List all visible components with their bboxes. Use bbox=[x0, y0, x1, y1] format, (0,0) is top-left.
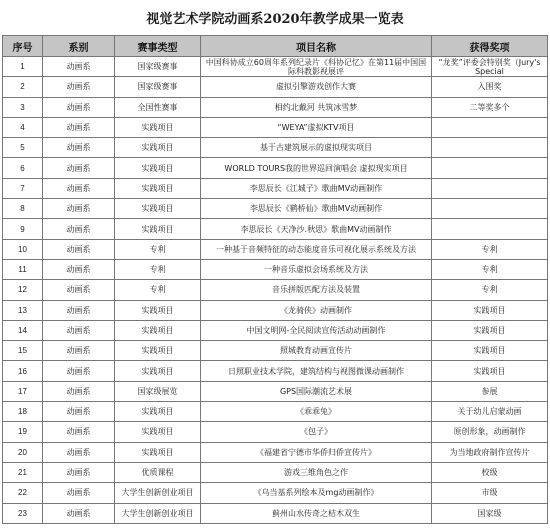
cell-index: 21 bbox=[3, 462, 43, 482]
cell-award: 专利 bbox=[432, 280, 548, 300]
header-department: 系别 bbox=[43, 36, 115, 57]
cell-index: 13 bbox=[3, 300, 43, 320]
cell-index: 2 bbox=[3, 77, 43, 97]
cell-award bbox=[432, 138, 548, 158]
cell-project-name: 中国科协成立60周年系列纪录片《科协记忆》在第11届中国国际科教影视展评 bbox=[201, 57, 432, 77]
cell-project-name: 李思辰长《鹤桥仙》歌曲MV动画制作 bbox=[201, 199, 432, 219]
cell-project-name: 《龙骑侠》动画制作 bbox=[201, 300, 432, 320]
cell-event-type: 优质课程 bbox=[115, 462, 201, 482]
table-row bbox=[3, 300, 548, 320]
document-title: 视觉艺术学院动画系2020年教学成果一览表 bbox=[146, 11, 404, 27]
cell-department: 动画系 bbox=[43, 422, 115, 442]
cell-index: 17 bbox=[3, 381, 43, 401]
table-body bbox=[3, 57, 548, 524]
cell-event-type: 实践项目 bbox=[115, 219, 201, 239]
cell-department: 动画系 bbox=[43, 442, 115, 462]
cell-department: 动画系 bbox=[43, 57, 115, 77]
cell-index: 10 bbox=[3, 239, 43, 259]
header-row bbox=[3, 36, 548, 57]
cell-award bbox=[432, 158, 548, 178]
cell-project-name: 基于古建筑展示的虚拟现实项目 bbox=[201, 138, 432, 158]
header-event-type: 赛事类型 bbox=[115, 36, 201, 57]
cell-index: 8 bbox=[3, 199, 43, 219]
table-row bbox=[3, 259, 548, 279]
cell-index: 5 bbox=[3, 138, 43, 158]
cell-project-name: 游戏三维角色之作 bbox=[201, 462, 432, 482]
cell-event-type: 大学生创新创业项目 bbox=[115, 483, 201, 503]
cell-project-name: WORLD TOURS我的世界巡回演唱会 虚拟现实项目 bbox=[201, 158, 432, 178]
cell-award: 为当地政府制作宣传片 bbox=[432, 442, 548, 462]
cell-project-name: 日照职业技术学院，建筑结构与视图微课动画制作 bbox=[201, 361, 432, 381]
header-project-name: 项目名称 bbox=[201, 36, 432, 57]
table-row bbox=[3, 77, 548, 97]
table-row bbox=[3, 158, 548, 178]
cell-award bbox=[432, 219, 548, 239]
cell-project-name: 《乌当基系列绘本及mg动画制作》 bbox=[201, 483, 432, 503]
cell-project-name: 李思辰长《江城子》歌曲MV动画制作 bbox=[201, 178, 432, 198]
cell-index: 3 bbox=[3, 97, 43, 117]
cell-department: 动画系 bbox=[43, 219, 115, 239]
cell-department: 动画系 bbox=[43, 381, 115, 401]
table-row bbox=[3, 178, 548, 198]
table-row bbox=[3, 117, 548, 137]
cell-department: 动画系 bbox=[43, 483, 115, 503]
table-row bbox=[3, 442, 548, 462]
cell-index: 9 bbox=[3, 219, 43, 239]
table-row bbox=[3, 219, 548, 239]
table-row bbox=[3, 341, 548, 361]
cell-index: 19 bbox=[3, 422, 43, 442]
cell-department: 动画系 bbox=[43, 158, 115, 178]
table-row bbox=[3, 239, 548, 259]
cell-department: 动画系 bbox=[43, 138, 115, 158]
cell-department: 动画系 bbox=[43, 178, 115, 198]
cell-award bbox=[432, 199, 548, 219]
cell-department: 动画系 bbox=[43, 97, 115, 117]
cell-award: 实践项目 bbox=[432, 300, 548, 320]
cell-department: 动画系 bbox=[43, 462, 115, 482]
cell-project-name: 音乐拼版匹配方法及装置 bbox=[201, 280, 432, 300]
cell-index: 16 bbox=[3, 361, 43, 381]
cell-index: 4 bbox=[3, 117, 43, 137]
cell-department: 动画系 bbox=[43, 199, 115, 219]
cell-department: 动画系 bbox=[43, 259, 115, 279]
cell-event-type: 实践项目 bbox=[115, 422, 201, 442]
cell-award: 专利 bbox=[432, 239, 548, 259]
cell-department: 动画系 bbox=[43, 361, 115, 381]
cell-project-name: 一种音乐虚拟会场系统及方法 bbox=[201, 259, 432, 279]
cell-index: 1 bbox=[3, 57, 43, 77]
cell-index: 7 bbox=[3, 178, 43, 198]
cell-index: 23 bbox=[3, 503, 43, 523]
cell-event-type: 大学生创新创业项目 bbox=[115, 503, 201, 523]
table-row bbox=[3, 138, 548, 158]
cell-index: 12 bbox=[3, 280, 43, 300]
cell-award: 国家级 bbox=[432, 503, 548, 523]
cell-event-type: 国家级展览 bbox=[115, 381, 201, 401]
table-row bbox=[3, 483, 548, 503]
cell-event-type: 实践项目 bbox=[115, 178, 201, 198]
cell-index: 15 bbox=[3, 341, 43, 361]
cell-event-type: 实践项目 bbox=[115, 300, 201, 320]
header-award: 获得奖项 bbox=[432, 36, 548, 57]
cell-award: 市级 bbox=[432, 483, 548, 503]
cell-project-name: 蓟州山水传奇之桔木双生 bbox=[201, 503, 432, 523]
results-table bbox=[2, 35, 548, 524]
cell-department: 动画系 bbox=[43, 239, 115, 259]
cell-award: 原创形象，动画制作 bbox=[432, 422, 548, 442]
cell-event-type: 实践项目 bbox=[115, 138, 201, 158]
cell-index: 20 bbox=[3, 442, 43, 462]
cell-award: 关于幼儿启蒙动画 bbox=[432, 402, 548, 422]
table-row bbox=[3, 320, 548, 340]
cell-project-name: 《乖乖兔》 bbox=[201, 402, 432, 422]
header-index: 序号 bbox=[3, 36, 43, 57]
table-row bbox=[3, 361, 548, 381]
table-row bbox=[3, 381, 548, 401]
cell-project-name: 照城教育动画宣传片 bbox=[201, 341, 432, 361]
cell-event-type: 专利 bbox=[115, 259, 201, 279]
cell-project-name: 虚拟引擎游戏创作大赛 bbox=[201, 77, 432, 97]
cell-project-name: 相约北戴河 共筑冰雪梦 bbox=[201, 97, 432, 117]
cell-project-name: 中国文明网-全民阅读宣传活动动画制作 bbox=[201, 320, 432, 340]
cell-department: 动画系 bbox=[43, 503, 115, 523]
cell-project-name: 《福建省宁德市华侨归侨宣传片》 bbox=[201, 442, 432, 462]
cell-index: 6 bbox=[3, 158, 43, 178]
cell-award: 校级 bbox=[432, 462, 548, 482]
cell-department: 动画系 bbox=[43, 300, 115, 320]
table-row bbox=[3, 503, 548, 523]
cell-event-type: 专利 bbox=[115, 239, 201, 259]
table-row bbox=[3, 199, 548, 219]
cell-event-type: 国家级赛事 bbox=[115, 77, 201, 97]
table-row bbox=[3, 402, 548, 422]
table-row bbox=[3, 97, 548, 117]
cell-department: 动画系 bbox=[43, 77, 115, 97]
cell-event-type: 实践项目 bbox=[115, 117, 201, 137]
table-row bbox=[3, 422, 548, 442]
cell-event-type: 国家级赛事 bbox=[115, 57, 201, 77]
table-row bbox=[3, 462, 548, 482]
table-row bbox=[3, 280, 548, 300]
cell-department: 动画系 bbox=[43, 402, 115, 422]
cell-event-type: 实践项目 bbox=[115, 341, 201, 361]
cell-project-name: 一种基于音频特征的动态能度音乐可视化展示系统及方法 bbox=[201, 239, 432, 259]
cell-event-type: 实践项目 bbox=[115, 442, 201, 462]
table-row bbox=[3, 57, 548, 77]
cell-event-type: 实践项目 bbox=[115, 320, 201, 340]
cell-award: 专利 bbox=[432, 259, 548, 279]
cell-award bbox=[432, 178, 548, 198]
cell-event-type: 实践项目 bbox=[115, 158, 201, 178]
cell-award: 实践项目 bbox=[432, 341, 548, 361]
cell-event-type: 全国性赛事 bbox=[115, 97, 201, 117]
cell-award: 入围奖 bbox=[432, 77, 548, 97]
cell-event-type: 实践项目 bbox=[115, 402, 201, 422]
cell-event-type: 专利 bbox=[115, 280, 201, 300]
cell-event-type: 实践项目 bbox=[115, 361, 201, 381]
cell-award: 实践项目 bbox=[432, 361, 548, 381]
cell-project-name: GPS国际潮流艺术展 bbox=[201, 381, 432, 401]
cell-department: 动画系 bbox=[43, 320, 115, 340]
cell-award: 参展 bbox=[432, 381, 548, 401]
cell-index: 22 bbox=[3, 483, 43, 503]
cell-project-name: 《包子》 bbox=[201, 422, 432, 442]
cell-award: “龙奖”评委会特别奖（Jury's Special bbox=[432, 57, 548, 77]
cell-project-name: “WEYA”虚拟KTV项目 bbox=[201, 117, 432, 137]
cell-award: 实践项目 bbox=[432, 320, 548, 340]
cell-award: 二等奖多个 bbox=[432, 97, 548, 117]
cell-index: 11 bbox=[3, 259, 43, 279]
cell-department: 动画系 bbox=[43, 117, 115, 137]
cell-department: 动画系 bbox=[43, 280, 115, 300]
cell-index: 18 bbox=[3, 402, 43, 422]
cell-award bbox=[432, 117, 548, 137]
cell-index: 14 bbox=[3, 320, 43, 340]
cell-department: 动画系 bbox=[43, 341, 115, 361]
cell-event-type: 实践项目 bbox=[115, 199, 201, 219]
cell-project-name: 李思辰长《天净沙.秋思》歌曲MV动画制作 bbox=[201, 219, 432, 239]
